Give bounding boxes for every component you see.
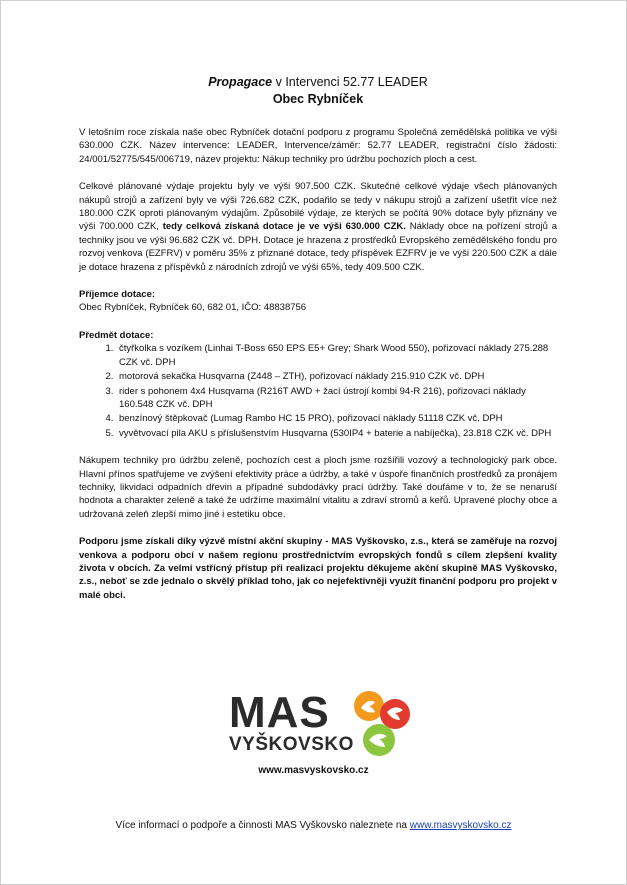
recipient-value: Obec Rybníček, Rybníček 60, 682 01, IČO: 48838756	[79, 302, 307, 314]
list-item: 1. čtyřkolka s vozíkem (Linhai T-Boss 650 EPS E5+ Grey; Shark Wood 550), pořizovací náklady 275.288 CZK vč. DPH	[116, 342, 557, 369]
thanks-paragraph: Podporu jsme získali díky výzvě místní akční skupiny - MAS Vyškovsko, z.s., která se zaměřuje na rozvoj venkova a podporu obcí v našem regionu prostřednictvím evropských fondů s cílem zlepšení kvality života v obcích. Za velmi vstřícný přístup při realizaci projektu děkujeme akční skupině MAS Vyškovsko, z.s., neboť se zde jednalo o skvělý příklad toho, jak co nejefektivněji využít finanční podporu pro projekt v malé obci.	[79, 536, 557, 601]
recipient-section	[79, 288, 557, 315]
costs-text-bold: tedy celková získaná dotace je ve výši 630.000 CZK.	[162, 221, 406, 233]
recipient-heading: Příjemce dotace:	[79, 289, 156, 301]
list-item: 3. rider s pohonem 4x4 Husqvarna (R216T AWD + žací ústrojí kombi 94-R 216), pořizovací náklady 160.548 CZK vč. DPH	[116, 385, 557, 412]
mas-logo	[225, 688, 415, 768]
list-item: 4. benzínový štěpkovač (Lumag Rambo HC 15 PRO), pořizovací náklady 51118 CZK vč. DPH	[116, 412, 557, 425]
maintenance-paragraph: Nákupem techniky pro údržbu zeleně, pochozích cest a ploch jsme rozšířili vozový a technologický park obce. Hlavní přínos spatřujeme ve zvýšení efektivity práce a údržby, a také v úspoře finančních prostředků za pronájem techniky, likvidaci odpadních dřevin a případné subdodávky prací údržby. Také doufáme v to, že se nenaruší hodnota a charakter zeleně a také že udržíme maximální vitalitu a zdraví stromů a keřů. Upravené plochy obce a udržovaná zeleň zlepší mimo jiné i estetiku obce.	[79, 455, 557, 520]
title-rest: v Intervenci 52.77 LEADER	[272, 75, 428, 89]
subject-section	[79, 329, 557, 440]
list-item: 5. vyvětvovací pila AKU s příslušenstvím Husqvarna (530IP4 + baterie a nabíječka), 23.818 CZK vč. DPH	[116, 427, 557, 440]
subject-list	[79, 342, 557, 440]
subject-heading: Předmět dotace:	[79, 329, 154, 341]
logo-hands-icon	[353, 690, 411, 760]
document-body	[79, 74, 557, 616]
logo-text-vyskovsko: VYŠKOVSKO	[229, 734, 354, 755]
costs-text-2: Náklady obce na pořízení strojů a techniky jsou ve výši 96.682 CZK vč. DPH. Dotace je hrazena z prostředků Evropského zemědělského fondu pro rozvoj venkova (EZFRV) v poměru 35% z přiznané dotace, tedy příspěvek EZFRV je ve výši 220.500 CZK a dále je dotace hrazena z příspěvků z národních zdrojů ve výši 65%, tedy 409.500 CZK.	[79, 221, 558, 273]
document-title	[79, 74, 557, 91]
list-item: 2. motorová sekačka Husqvarna (Z448 – ZTH), pořizovací náklady 215.910 CZK vč. DPH	[116, 370, 557, 383]
costs-paragraph	[79, 180, 557, 274]
intro-paragraph: V letošním roce získala naše obec Rybníček dotační podporu z programu Společná zemědělská politika ve výši 630.000 CZK. Název intervence: LEADER, Intervence/záměr: 52.77 LEADER, registrační číslo žádosti: 24/001/52775/545/006719, název projektu: Nákup techniky pro údržbu pochozích ploch a cest.	[79, 127, 557, 165]
costs-text-1: Celkové plánované výdaje projektu byly ve výši 907.500 CZK. Skutečné celkové výdaje všech plánovaných nákupů strojů a zařízení byly ve výši 726.682 CZK, podařilo se tedy v nákupu strojů a zařízení ušetřit více než 180.000 CZK oproti plánovaným výdajům. Způsobilé výdaje, ze kterých se počítá 90% dotace byly přiznány ve výši 700.000 CZK,	[79, 181, 557, 233]
logo-text-mas: MAS	[229, 688, 330, 737]
document-subtitle: Obec Rybníček	[272, 92, 364, 106]
website-label: www.masvyskovsko.cz	[258, 765, 369, 776]
footer-link[interactable]: www.masvyskovsko.cz	[409, 820, 512, 831]
title-emphasis: Propagace	[208, 75, 273, 89]
footer-line	[0, 820, 627, 831]
footer-text: Více informací o podpoře a činnosti MAS Vyškovsko naleznete na	[115, 820, 410, 831]
